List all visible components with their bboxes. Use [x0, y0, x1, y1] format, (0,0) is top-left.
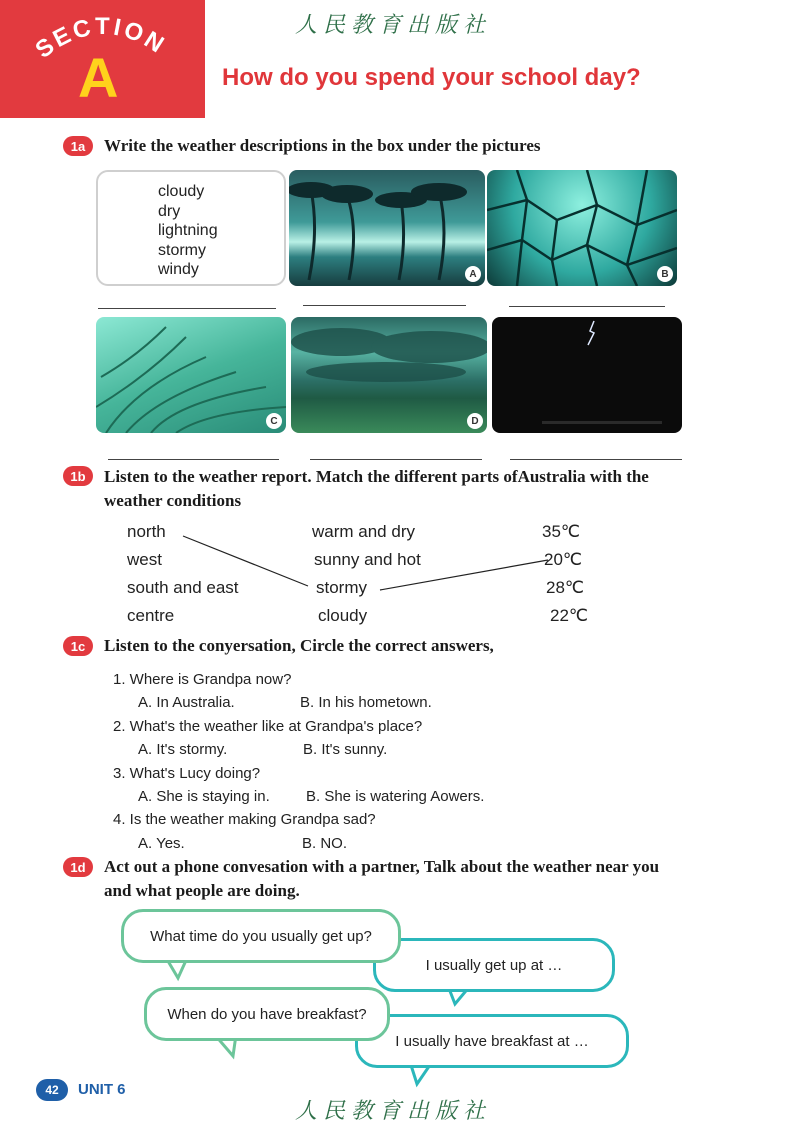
page-title: How do you spend your school day?: [222, 64, 641, 91]
temperature-item: 28℃: [546, 578, 585, 597]
word-item: stormy: [158, 241, 206, 259]
bubble-text: I usually get up at …: [425, 956, 563, 974]
bubble-text: I usually have breakfast at …: [395, 1032, 589, 1050]
option-a[interactable]: A. Yes.: [138, 834, 185, 852]
word-item: lightning: [158, 222, 218, 239]
badge-1c: 1c: [63, 636, 93, 656]
option-b[interactable]: B. She is watering Aowers.: [306, 788, 485, 805]
condition-item: stormy: [316, 578, 367, 597]
option-a[interactable]: A. In Australia.: [138, 694, 235, 712]
instruction-1c: Listen to the conyersation, Circle the correct answers,: [104, 636, 494, 655]
temperature-item: 35℃: [542, 522, 581, 541]
speech-bubble: [355, 1014, 629, 1068]
picture-label: D: [467, 413, 483, 429]
bubble-text: What time do you usually get up?: [150, 927, 372, 945]
picture-label: C: [266, 413, 282, 429]
badge-1b: 1b: [63, 466, 93, 486]
option-a[interactable]: A. It's stormy.: [138, 741, 228, 759]
option-b[interactable]: B. NO.: [302, 834, 348, 852]
instruction-1d-line2: and what people are doing.: [104, 881, 300, 900]
temperature-item: 20℃: [544, 550, 583, 569]
badge-1a: 1a: [63, 136, 93, 156]
instruction-1b-line1: Listen to the weather report. Match the different parts ofAustralia with the: [104, 467, 649, 486]
option-b[interactable]: B. It's sunny.: [303, 741, 388, 759]
question-text: 3. What's Lucy doing?: [113, 764, 261, 782]
question-text: 4. Is the weather making Grandpa sad?: [113, 811, 376, 829]
question-text: 2. What's the weather like at Grandpa's place?: [113, 717, 423, 735]
speech-bubble: [373, 938, 615, 992]
instruction-1a: Write the weather descriptions in the box under the pictures: [104, 136, 541, 155]
condition-item: sunny and hot: [314, 550, 421, 569]
region-item: west: [127, 550, 162, 569]
word-item: cloudy: [158, 183, 205, 200]
publisher-logo-top: 人民教育出版社: [295, 13, 492, 38]
bubble-text: When do you have breakfast?: [167, 1005, 367, 1023]
instruction-1b-line2: weather conditions: [104, 491, 242, 510]
instruction-1d-line1: Act out a phone convesation with a partner, Talk about the weather near you: [104, 857, 660, 876]
region-item: north: [127, 522, 166, 541]
unit-label: UNIT 6: [78, 1081, 126, 1098]
region-item: south and east: [127, 578, 239, 597]
temperature-item: 22℃: [550, 606, 589, 625]
section-word: SECTION: [30, 12, 171, 64]
option-b[interactable]: B. In his hometown.: [300, 694, 432, 712]
word-item: dry: [158, 202, 181, 220]
speech-bubble: [121, 909, 401, 963]
condition-item: cloudy: [318, 606, 368, 625]
word-item: windy: [158, 261, 199, 278]
page-number: 42: [36, 1079, 68, 1101]
picture-label: A: [465, 266, 481, 282]
option-a[interactable]: A. She is staying in.: [138, 788, 270, 805]
picture-label: B: [657, 266, 673, 282]
region-item: centre: [127, 606, 175, 625]
section-letter: A: [78, 46, 119, 109]
badge-1d: 1d: [63, 857, 93, 877]
condition-item: warm and dry: [312, 522, 415, 541]
publisher-logo-bottom: 人民教育出版社: [295, 1099, 492, 1124]
question-text: 1. Where is Grandpa now?: [113, 671, 292, 688]
speech-bubble: [144, 987, 390, 1041]
